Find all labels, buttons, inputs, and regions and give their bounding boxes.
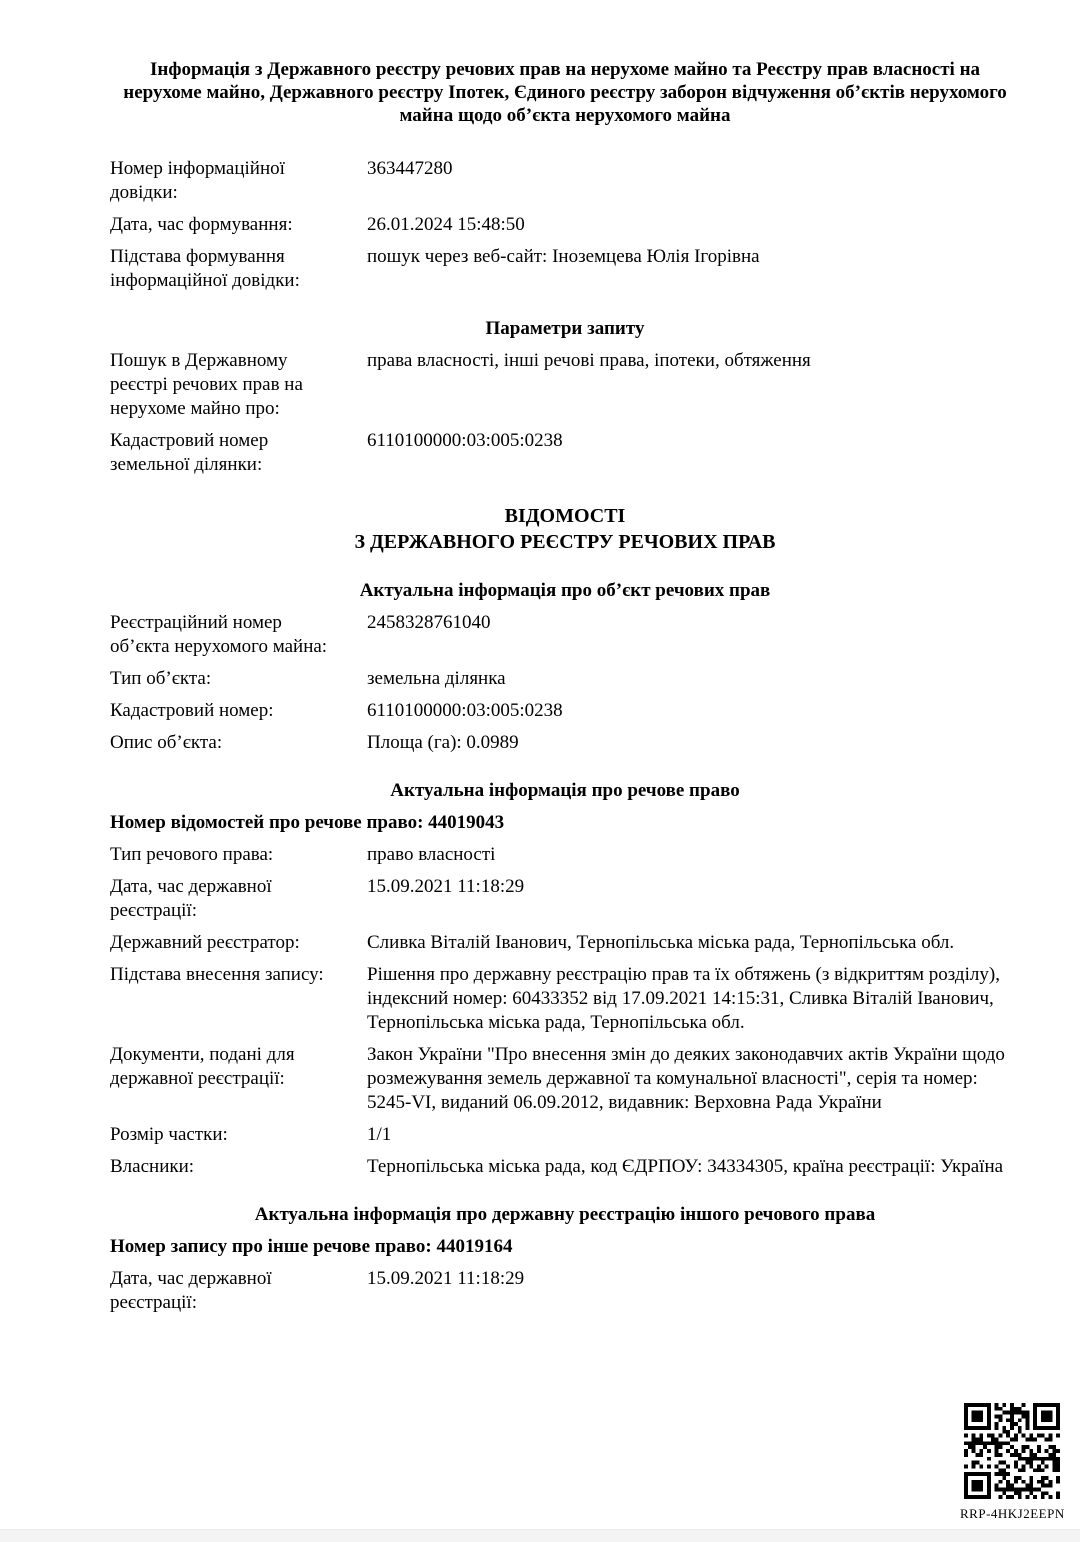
field-row-registration-number bbox=[110, 611, 1020, 659]
field-value: пошук через веб-сайт: Іноземцева Юлія Ігорівна bbox=[367, 246, 760, 267]
field-label: Реєстраційний номер об’єкта нерухомого майна: bbox=[110, 612, 328, 657]
field-value: 6110100000:03:005:0238 bbox=[367, 700, 563, 721]
field-row-formation-datetime bbox=[110, 213, 1020, 237]
qr-caption: RRP-4HKJ2EEPN bbox=[960, 1506, 1065, 1521]
field-row-other-registration-datetime bbox=[110, 1267, 1020, 1315]
field-value: земельна ділянка bbox=[367, 668, 506, 689]
field-row-state-registrar bbox=[110, 931, 1020, 955]
field-label: Номер інформаційної довідки: bbox=[110, 158, 285, 203]
other-right-heading: Актуальна інформація про державну реєстрацію іншого речового права bbox=[254, 1204, 876, 1225]
register-extract-heading-line1: ВІДОМОСТІ bbox=[504, 505, 626, 527]
field-value: права власності, інші речові права, іпотеки, обтяження bbox=[367, 350, 811, 371]
other-right-record-number: Номер запису про інше речове право: 44019164 bbox=[110, 1236, 513, 1257]
field-row-object-type bbox=[110, 667, 1020, 691]
field-label: Розмір частки: bbox=[110, 1124, 228, 1145]
field-label: Пошук в Державному реєстрі речових прав на нерухоме майно про: bbox=[110, 350, 303, 419]
field-value: 6110100000:03:005:0238 bbox=[367, 430, 563, 451]
field-row-share-size bbox=[110, 1123, 1020, 1147]
property-right-fields-group bbox=[110, 843, 1020, 1179]
field-label: Підстава формування інформаційної довідки: bbox=[110, 246, 300, 291]
field-value: Площа (га): 0.0989 bbox=[367, 732, 519, 753]
field-value: право власності bbox=[367, 844, 496, 865]
qr-code bbox=[964, 1403, 1060, 1499]
field-row-object-description bbox=[110, 731, 1020, 755]
field-value: Рішення про державну реєстрацію прав та їх обтяжень (з відкриттям розділу), індексний номер: 60433352 від 17.09.2021 14:15:31, Сливка Віталій Іванович, Тернопільська міська рада, Тернопільська обл. bbox=[367, 964, 1000, 1033]
field-label: Опис об’єкта: bbox=[110, 732, 223, 753]
query-fields-group bbox=[110, 349, 1020, 477]
field-value: 15.09.2021 11:18:29 bbox=[367, 1268, 525, 1289]
query-params-heading: Параметри запиту bbox=[485, 318, 645, 339]
field-row-entry-basis bbox=[110, 963, 1020, 1035]
field-row-registration-datetime bbox=[110, 875, 1020, 923]
field-label: Дата, час державної реєстрації: bbox=[110, 876, 272, 921]
field-value: Тернопільська міська рада, код ЄДРПОУ: 34334305, країна реєстрації: Україна bbox=[367, 1156, 1004, 1177]
field-row-submitted-documents bbox=[110, 1043, 1020, 1115]
object-info-heading: Актуальна інформація про об’єкт речових прав bbox=[359, 580, 771, 601]
info-fields-group bbox=[110, 157, 1020, 293]
field-value: 1/1 bbox=[367, 1124, 392, 1145]
field-row-formation-basis bbox=[110, 245, 1020, 293]
field-label: Дата, час державної реєстрації: bbox=[110, 1268, 272, 1313]
field-label: Державний реєстратор: bbox=[110, 932, 300, 953]
field-row-owners bbox=[110, 1155, 1020, 1179]
field-row-cadastral-number-query bbox=[110, 429, 1020, 477]
field-row-certificate-number bbox=[110, 157, 1020, 205]
field-value: 2458328761040 bbox=[367, 612, 491, 633]
field-label: Документи, подані для державної реєстрації: bbox=[110, 1044, 295, 1089]
register-extract-heading-line2: З ДЕРЖАВНОГО РЕЄСТРУ РЕЧОВИХ ПРАВ bbox=[354, 531, 776, 553]
field-label: Підстава внесення запису: bbox=[110, 964, 324, 985]
field-value: 26.01.2024 15:48:50 bbox=[367, 214, 525, 235]
page-footer-strip bbox=[0, 1529, 1080, 1542]
field-row-right-type bbox=[110, 843, 1020, 867]
field-label: Тип речового права: bbox=[110, 844, 274, 865]
other-right-fields-group bbox=[110, 1267, 1020, 1315]
field-value: Закон України "Про внесення змін до деяких законодавчих актів України щодо розмежування земель державної та комунальної власності", серія та номер: 5245-VI, виданий 06.09.2012, видавник: Верховна Рада України bbox=[367, 1044, 1005, 1113]
field-label: Кадастровий номер: bbox=[110, 700, 274, 721]
field-value: 15.09.2021 11:18:29 bbox=[367, 876, 525, 897]
field-row-cadastral-number bbox=[110, 699, 1020, 723]
field-label: Дата, час формування: bbox=[110, 214, 293, 235]
register-extract-heading bbox=[110, 503, 1020, 555]
property-right-heading: Актуальна інформація про речове право bbox=[390, 780, 740, 801]
field-value: 363447280 bbox=[367, 158, 453, 179]
field-row-search-scope bbox=[110, 349, 1020, 421]
qr-block bbox=[960, 1403, 1064, 1522]
property-right-record-number: Номер відомостей про речове право: 44019043 bbox=[110, 812, 505, 833]
document-title: Інформація з Державного реєстру речових прав на нерухоме майно та Реєстру прав власності на нерухоме майно, Державного реєстру Іпотек, Єдиного реєстру заборон відчуження об’єктів нерухомого майна щодо об’єкта нерухомого майна bbox=[123, 59, 1007, 126]
object-fields-group bbox=[110, 611, 1020, 755]
field-label: Тип об’єкта: bbox=[110, 668, 212, 689]
field-value: Сливка Віталій Іванович, Тернопільська міська рада, Тернопільська обл. bbox=[367, 932, 955, 953]
field-label: Власники: bbox=[110, 1156, 195, 1177]
field-label: Кадастровий номер земельної ділянки: bbox=[110, 430, 269, 475]
